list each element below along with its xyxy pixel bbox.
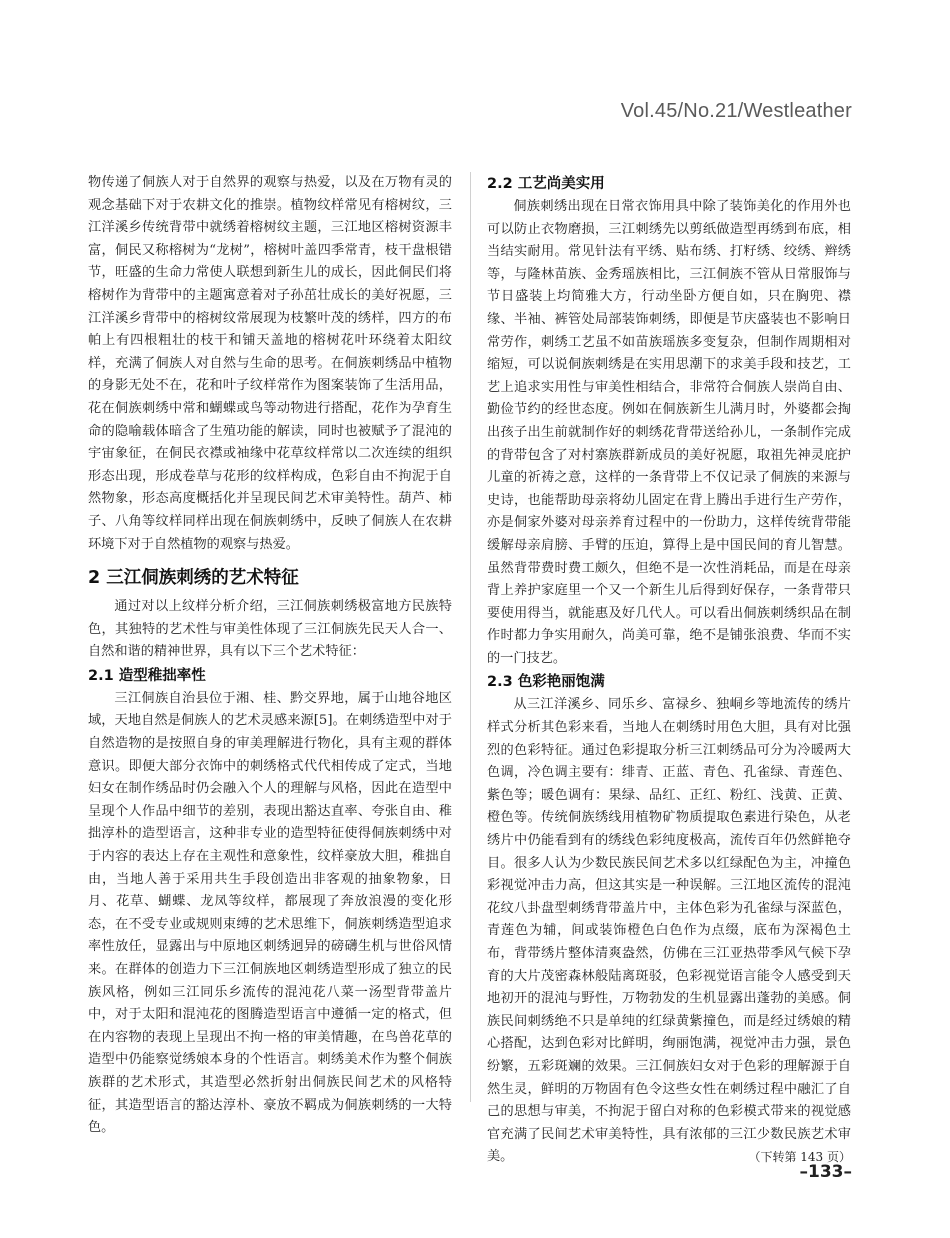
- continued-note: （下转第 143 页）: [748, 1150, 851, 1165]
- section-2-1-heading: 2.1 造型稚拙率性: [88, 667, 206, 684]
- section-2-2-heading: 2.2 工艺尚美实用: [487, 176, 605, 192]
- right-column: [487, 172, 851, 1169]
- section-2-3-text: 从三江洋溪乡、同乐乡、富禄乡、独峒乡等地流传的绣片样式分析其色彩来看，当地人在刺绣时用色大胆，具有对比强烈的色彩特征。通过色彩提取分析三江刺绣品可分为冷暖两大色调，冷色调主要有：绯青、正蓝、青色、孔雀绿、青莲色、紫色等；暖色调有：果绿、品红、正红、粉红、浅黄、正黄、橙色等。传统侗族绣线用植物矿物质提取色素进行染色，从老绣片中仍能看到有的绣线色彩纯度极高，流传百年仍然鲜艳夺目。很多人认为少数民族民间艺术多以红绿配色为主，冲撞色彩视觉冲击力高，但这其实是一种误解。三江地区流传的混沌花纹八卦盘型刺绣背带盖片中，主体色彩为孔雀绿与深蓝色，青莲色为辅，间或装饰橙色白色作为点缀，底布为深褐色土布，背带绣片整体清爽盎然，仿佛在三江亚热带季风气候下孕育的大片茂密森林般陆离斑驳，色彩视觉语言能令人感受到天地初开的混沌与野性，万物勃发的生机显露出蓬勃的美感。侗族民间刺绣绝不只是单纯的红绿黄紫撞色，而是经过绣娘的精心搭配，达到色彩对比鲜明，绚丽饱满，视觉冲击力强，景色纷繁，五彩斑斓的效果。三江侗族妇女对于色彩的理解源于自然生灵，鲜明的万物固有色令这些女性在刺绣过程中融汇了自己的思想与审美，不拘泥于留白对称的色彩模式带来的视觉感官充满了民间艺术审美特性，具有浓郁的三江少数民族艺术审美。: [487, 697, 851, 1165]
- section-2-paragraph: 通过对以上纹样分析介绍，三江侗族刺绣极富地方民族特色，其独特的艺术性与审美性体现了三江侗族先民天人合一、自然和谐的精神世界，具有以下三个艺术特征：: [88, 599, 452, 660]
- citation-reference[interactable]: [5]: [313, 713, 333, 729]
- section-2-1-text-a: 三江侗族自治县位于湘、桂、黔交界地，属于山地谷地区域，天地自然是侗族人的艺术灵感来源: [88, 690, 452, 729]
- page-number: –133–: [799, 1162, 852, 1182]
- journal-header: Vol.45/No.21/Westleather: [620, 100, 852, 122]
- column-divider: [470, 172, 471, 1102]
- section-2-3-heading: 2.3 色彩艳丽饱满: [487, 674, 605, 691]
- section-2-2-paragraph: 侗族刺绣出现在日常衣饰用具中除了装饰美化的作用外也可以防止衣物磨损，三江刺绣先以剪纸做造型再绣到布底，相当结实耐用。常见针法有平绣、贴布绣、打籽绣、绞绣、辫绣等，与隆林苗族、金秀瑶族相比，三江侗族不管从日常服饰与节日盛装上均简雅大方，行动坐卧方便自如，只在胸兜、襟缘、半袖、裤管处局部装饰刺绣，即便是节庆盛装也不影响日常劳作，刺绣工艺虽不如苗族瑶族多变复杂，但制作周期相对缩短，可以说侗族刺绣是在实用思潮下的求美手段和技艺，工艺上追求实用性与审美性相结合，非常符合侗族人崇尚自由、勤俭节约的经世态度。例如在侗族新生儿满月时，外婆都会掏出孩子出生前就制作好的刺绣花背带送给孙儿，一条制作完成的背带包含了对村寨族群新成员的美好祝愿，取祖先神灵庇护儿童的祈祷之意，这样的一条背带上不仅记录了侗族的来源与史诗，也能帮助母亲将幼儿固定在背上腾出手进行生产劳作，亦是侗家外婆对母亲养育过程中的一份助力，这样传统背带能缓解母亲肩膀、手臂的压迫，算得上是中国民间的育儿智慧。虽然背带费时费工颇久，但绝不是一次性消耗品，而是在母亲背上养护家庭里一个又一个新生儿后得到好保存，一条背带只要使用得当，就能惠及好几代人。可以看出侗族刺绣织品在制作时都力争实用耐久，尚美可靠，绝不是铺张浪费、华而不实的一门技艺。: [487, 199, 851, 666]
- left-column: [88, 172, 452, 1140]
- section-2-heading: 2 三江侗族刺绣的艺术特征: [88, 568, 299, 589]
- section-2-3-paragraph: [487, 694, 851, 1168]
- section-2-1-text-b: 。在刺绣造型中对于自然造物的是按照自身的审美理解进行物化，具有主观的群体意识。即便大部分衣饰中的刺绣格式代代相传成了定式，当地妇女在制作绣品时仍会融入个人的理解与风格，因此在造型中呈现个人作品中细节的差别，表现出豁达直率、夸张自由、稚拙淳朴的造型语言，这种非专业的造型特征使得侗族刺绣中对于内容的表达上存在主观性和意象性，纹样豪放大胆，稚拙自由，当地人善于采用共生手段创造出非客观的抽象物象，日月、花草、蝴蝶、龙凤等纹样，都展现了奔放浪漫的变化形态，在不受专业或规则束缚的艺术思维下，侗族刺绣造型追求率性放任，显露出与中原地区刺绣迥异的磅礴生机与世俗风情来。在群体的创造力下三江侗族地区刺绣造型形成了独立的民族风格，例如三江同乐乡流传的混沌花八菜一汤型背带盖片中，对于太阳和混沌花的图腾造型语言中遵循一定的格式，但在内容物的表现上呈现出不拘一格的审美情趣，在鸟兽花草的造型中仍能察觉绣娘本身的个性语言。刺绣美术作为整个侗族族群的艺术形式，其造型必然折射出侗族民间艺术的风格特征，其造型语言的豁达淳朴、豪放不羁成为侗族刺绣的一大特色。: [88, 713, 452, 1136]
- section-2-1-paragraph: [88, 688, 452, 1140]
- intro-paragraph: 物传递了侗族人对于自然界的观察与热爱，以及在万物有灵的观念基础下对于农耕文化的推崇。植物纹样常见有榕树纹，三江洋溪乡传统背带中就绣着榕树纹主题，三江地区榕树资源丰富，侗民又称榕树为“龙树”，榕树叶盖四季常青，枝干盘根错节，旺盛的生命力常使人联想到新生儿的成长，因此侗民们将榕树作为背带中的主题寓意着对子孙茁壮成长的美好祝愿，三江洋溪乡背带中的榕树纹常展现为枝繁叶茂的绣样，四方的布帕上有四根粗壮的枝干和铺天盖地的榕树花叶环绕着太阳纹样，充满了侗族人对自然与生命的思考。在侗族刺绣品中植物的身影无处不在，花和叶子纹样常作为图案装饰了生活用品，花在侗族刺绣中常和蝴蝶或鸟等动物进行搭配，花作为孕育生命的隐喻载体暗含了生殖功能的解读，同时也被赋予了混沌的宇宙象征，在侗民衣襟或袖缘中花草纹样常以二次连续的组织形态出现，形成卷草与花形的纹样构成，色彩自由不拘泥于自然物象，形态高度概括化并呈现民间艺术审美特性。葫芦、柿子、八角等纹样同样出现在侗族刺绣中，反映了侗族人在农耕环境下对于自然植物的观察与热爱。: [88, 175, 452, 552]
